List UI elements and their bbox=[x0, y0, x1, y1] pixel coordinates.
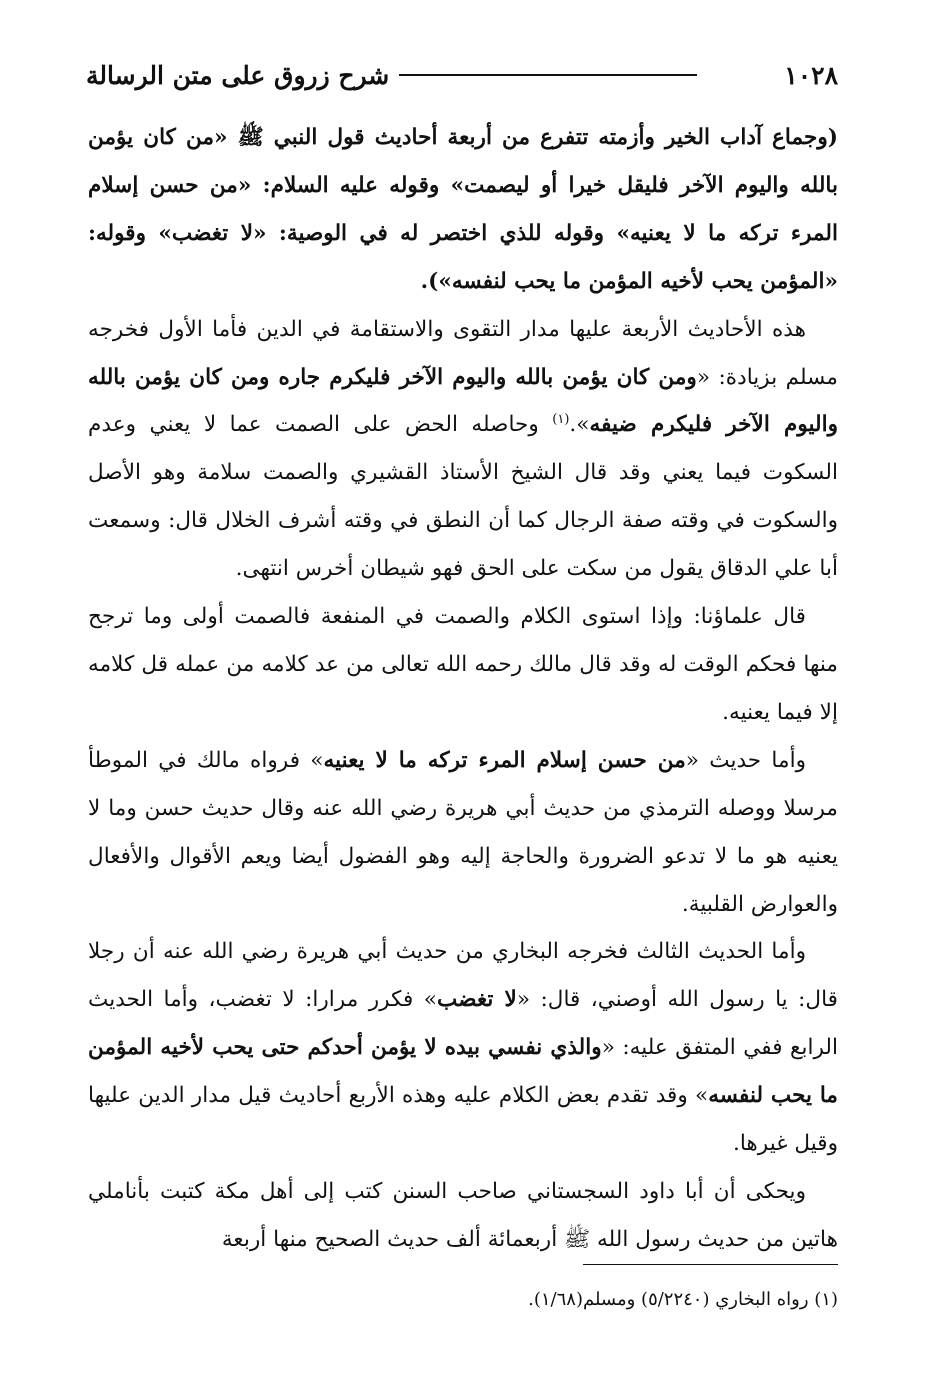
footnote-rule bbox=[583, 1264, 838, 1265]
header-rule bbox=[399, 74, 697, 76]
running-title: شرح زروق على متن الرسالة bbox=[86, 60, 390, 90]
body-text bbox=[88, 114, 838, 1264]
paragraph-commentary-4 bbox=[88, 928, 838, 1168]
commentary-text: » فكرر مرارا: لا تغضب، وأما الحديث الرابع ففي المتفق عليه: « bbox=[88, 987, 838, 1061]
header-left bbox=[86, 61, 697, 90]
hadith-text: والذي نفسي بيده لا يؤمن أحدكم حتى يحب لأخيه المؤمن ما يحب لنفسه bbox=[88, 1035, 838, 1109]
paragraph-commentary-1 bbox=[88, 306, 838, 593]
footnote: (١) رواه البخاري (٥/٢٢٤٠) ومسلم(١/٦٨). bbox=[528, 1289, 838, 1310]
commentary-text: هذه الأحاديث الأربعة عليها مدار التقوى والاستقامة في الدين فأما الأول فخرجه مسلم بزيادة: « bbox=[88, 316, 838, 390]
paragraph-commentary-5 bbox=[88, 1168, 838, 1264]
commentary-text: وأما حديث « bbox=[685, 747, 807, 773]
commentary-text: ». bbox=[569, 412, 590, 438]
hadith-text: لا تغضب bbox=[437, 987, 517, 1013]
hadith-text: من حسن إسلام المرء تركه ما لا يعنيه bbox=[323, 747, 686, 773]
commentary-text: وأما الحديث الثالث فخرجه البخاري من حديث أبي هريرة رضي الله عنه أن رجلا قال: يا رسول الله أوصني، قال: « bbox=[88, 939, 839, 1013]
page-number: ١٠٢٨ bbox=[784, 60, 838, 90]
header-right bbox=[784, 61, 838, 90]
page-header bbox=[86, 52, 838, 98]
commentary-text: وحاصله الحض على الصمت عما لا يعني وعدم السكوت فيما يعني وقد قال الشيخ الأستاذ القشيري والصمت سلامة وهو الأصل والسكوت في وقته صفة الرجال كما أن النطق في وقته أشرف الخلال قال: وسمعت أبا علي الدقاق يقول من سكت على الحق فهو شيطان أخرس انتهى. bbox=[88, 412, 838, 582]
footnote-marker: (١) bbox=[552, 412, 570, 428]
hadith-text: (وجماع آداب الخير وأزمته تتفرع من أربعة أحاديث قول النبي ﷺ «من كان يؤمن بالله واليوم الآخر فليقل خيرا أو ليصمت» وقوله عليه السلام: «من حسن إسلام المرء تركه ما لا يعنيه» وقوله للذي اختصر له في الوصية: «لا تغضب» وقوله: «المؤمن يحب لأخيه المؤمن ما يحب لنفسه»). bbox=[88, 125, 838, 294]
hadith-text: ومن كان يؤمن بالله واليوم الآخر فليكرم جاره ومن كان يؤمن بالله واليوم الآخر فليكرم ضيفه bbox=[88, 364, 838, 438]
paragraph-commentary-3 bbox=[88, 737, 838, 929]
commentary-text: قال علماؤنا: وإذا استوى الكلام والصمت في المنفعة فالصمت أولى وما ترجح منها فحكم الوقت له وقد قال مالك رحمه الله تعالى من عد كلامه من عمله قل كلامه إلا فيما يعنيه. bbox=[88, 604, 838, 725]
paragraph-matn bbox=[88, 114, 838, 306]
commentary-text: » وقد تقدم بعض الكلام عليه وهذه الأربع أحاديث قيل مدار الدين عليها وقيل غيرها. bbox=[88, 1083, 838, 1157]
commentary-text: ويحكى أن أبا داود السجستاني صاحب السنن كتب إلى أهل مكة كتبت بأناملي هاتين من حديث رسول الله ﷺ أربعمائة ألف حديث الصحيح منها أربعة bbox=[88, 1178, 838, 1252]
paragraph-commentary-2 bbox=[88, 593, 838, 737]
commentary-text: » فرواه مالك في الموطأ مرسلا ووصله الترمذي من حديث أبي هريرة رضي الله عنه وقال حديث حسن وما لا يعنيه هو ما لا تدعو الضرورة والحاجة إليه وهو الفضول أيضا ويعم الأقوال والأفعال والعوارض القلبية. bbox=[88, 747, 838, 917]
